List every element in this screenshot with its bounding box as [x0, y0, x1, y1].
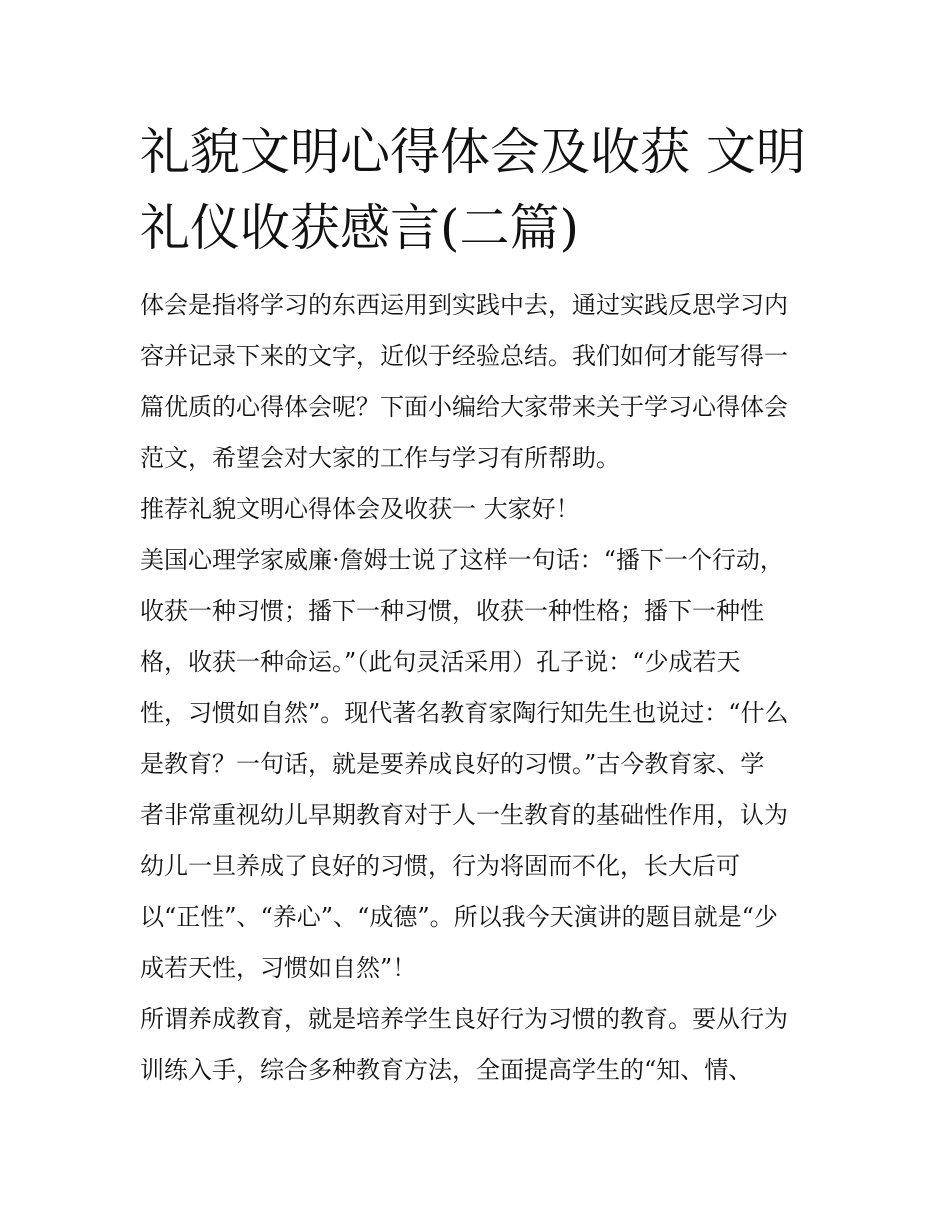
body-line: 收获一种习惯；播下一种习惯，收获一种性格；播下一种性 [140, 597, 764, 625]
title-line: 礼貌文明心得体会及收获 文明 [140, 123, 806, 181]
body-line: 是教育？一句话，就是要养成良好的习惯。”古今教育家、学 [140, 750, 765, 778]
body-line: 性，习惯如自然”。现代著名教育家陶行知先生也说过：“什么 [140, 699, 789, 727]
body-line: 幼儿一旦养成了良好的习惯，行为将固而不化，长大后可 [140, 852, 740, 880]
body-line: 篇优质的心得体会呢？下面小编给大家带来关于学习心得体会 [140, 393, 788, 421]
document-title [140, 114, 820, 266]
body-line: 体会是指将学习的东西运用到实践中去，通过实践反思学习内 [140, 291, 788, 319]
body-line: 容并记录下来的文字，近似于经验总结。我们如何才能写得一 [140, 342, 788, 370]
body-line: 推荐礼貌文明心得体会及收获一 大家好！ [140, 495, 580, 523]
body-line: 训练入手，综合多种教育方法，全面提高学生的“知、情、 [140, 1056, 753, 1084]
body-line: 格，收获一种命运。”（此句灵活采用）孔子说：“少成若天 [140, 648, 741, 676]
body-line: 范文，希望会对大家的工作与学习有所帮助。 [140, 444, 620, 472]
body-line: 者非常重视幼儿早期教育对于人一生教育的基础性作用，认为 [140, 801, 788, 829]
body-line: 以“正性”、“养心”、“成德”。所以我今天演讲的题目就是“少 [140, 903, 778, 931]
body-line: 成若天性，习惯如自然”！ [140, 954, 417, 982]
title-line: 礼仪收获感言(二篇) [140, 199, 580, 257]
body-line: 美国心理学家威廉·詹姆士说了这样一句话：“播下一个行动， [140, 546, 784, 574]
body-line: 所谓养成教育，就是培养学生良好行为习惯的教育。要从行为 [140, 1005, 788, 1033]
document-body [140, 280, 820, 1096]
